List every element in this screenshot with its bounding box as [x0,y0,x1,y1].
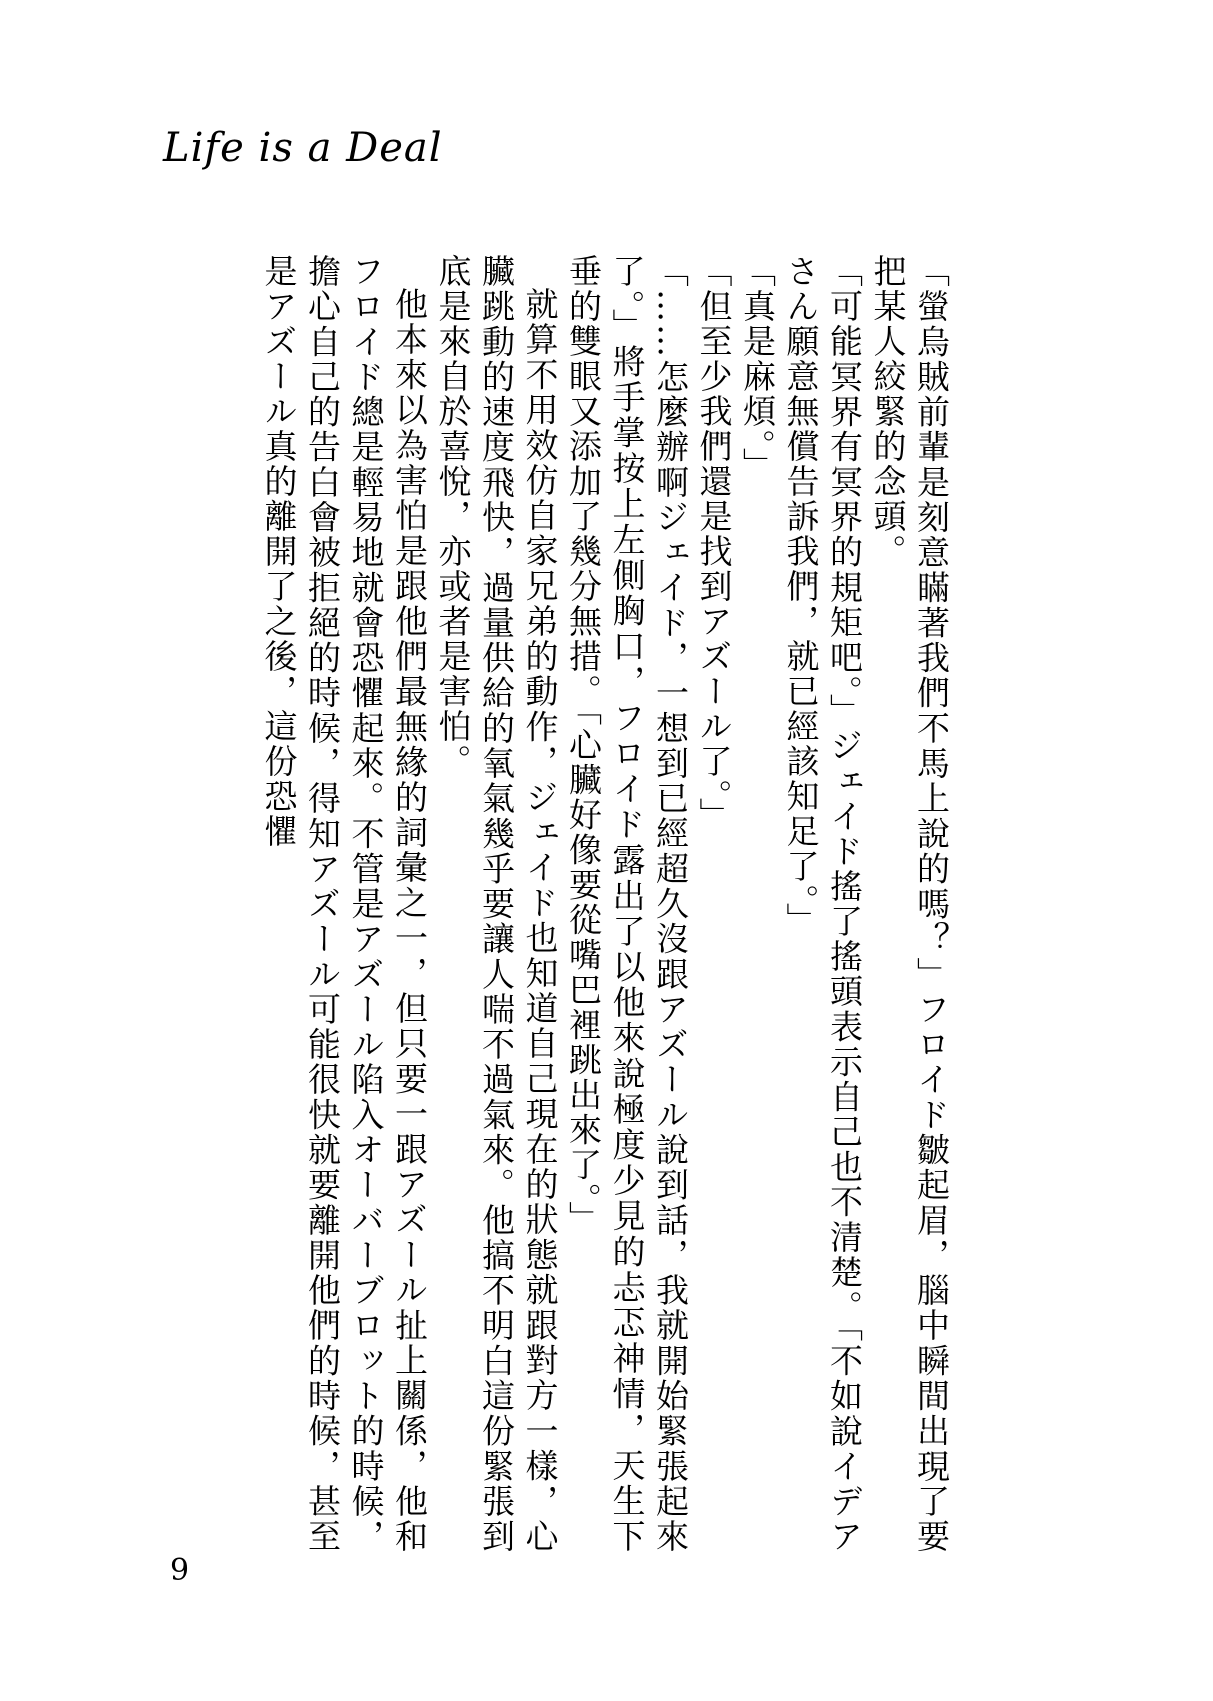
body-text [257,254,953,1554]
paragraph-3: 「真是麻煩。」 [738,254,777,483]
paragraph-5: 「……怎麼辦啊ジェイド，一想到已經超久沒跟アズール說到話，我就開始緊張起來了。」將手掌按上左側胸口，フロイド露出了以他來說極度少見的忐忑神情，天生下垂的雙眼又添加了幾分無措。「心臟好像要從嘴巴裡跳出來了。」 [564,254,690,1554]
running-title: Life is a Deal [163,125,443,171]
paragraph-6: 就算不用效仿自家兄弟的動作，ジェイド也知道自己現在的狀態就跟對方一樣，心臟跳動的速度飛快，過量供給的氧氣幾乎要讓人喘不過氣來。他搞不明白這份緊張到底是來自於喜悅，亦或者是害怕。 [433,254,560,1554]
paragraph-7: 他本來以為害怕是跟他們最無緣的詞彙之一，但只要一跟アズール扯上關係，他和フロイド總是輕易地就會恐懼起來。不管是アズール陷入オーバーブロット的時候，擔心自己的告白會被拒絕的時候，得知アズール可能很快就要離開他們的時候，甚至是アズール真的離開了之後，這份恐懼 [259,254,429,1554]
paragraph-4: 「但至少我們還是找到アズール了。」 [694,254,734,833]
paragraph-2: 「可能冥界有冥界的規矩吧。」ジェイド搖了搖頭表示自己也不清楚。「不如說イデアさん願意無償告訴我們，就已經該知足了。」 [781,254,864,1554]
page-number: 9 [170,1553,190,1588]
paragraph-1: 「螢烏賊前輩是刻意瞞著我們不馬上說的嗎？」フロイド皺起眉，腦中瞬間出現了要把某人絞緊的念頭。 [868,254,951,1554]
